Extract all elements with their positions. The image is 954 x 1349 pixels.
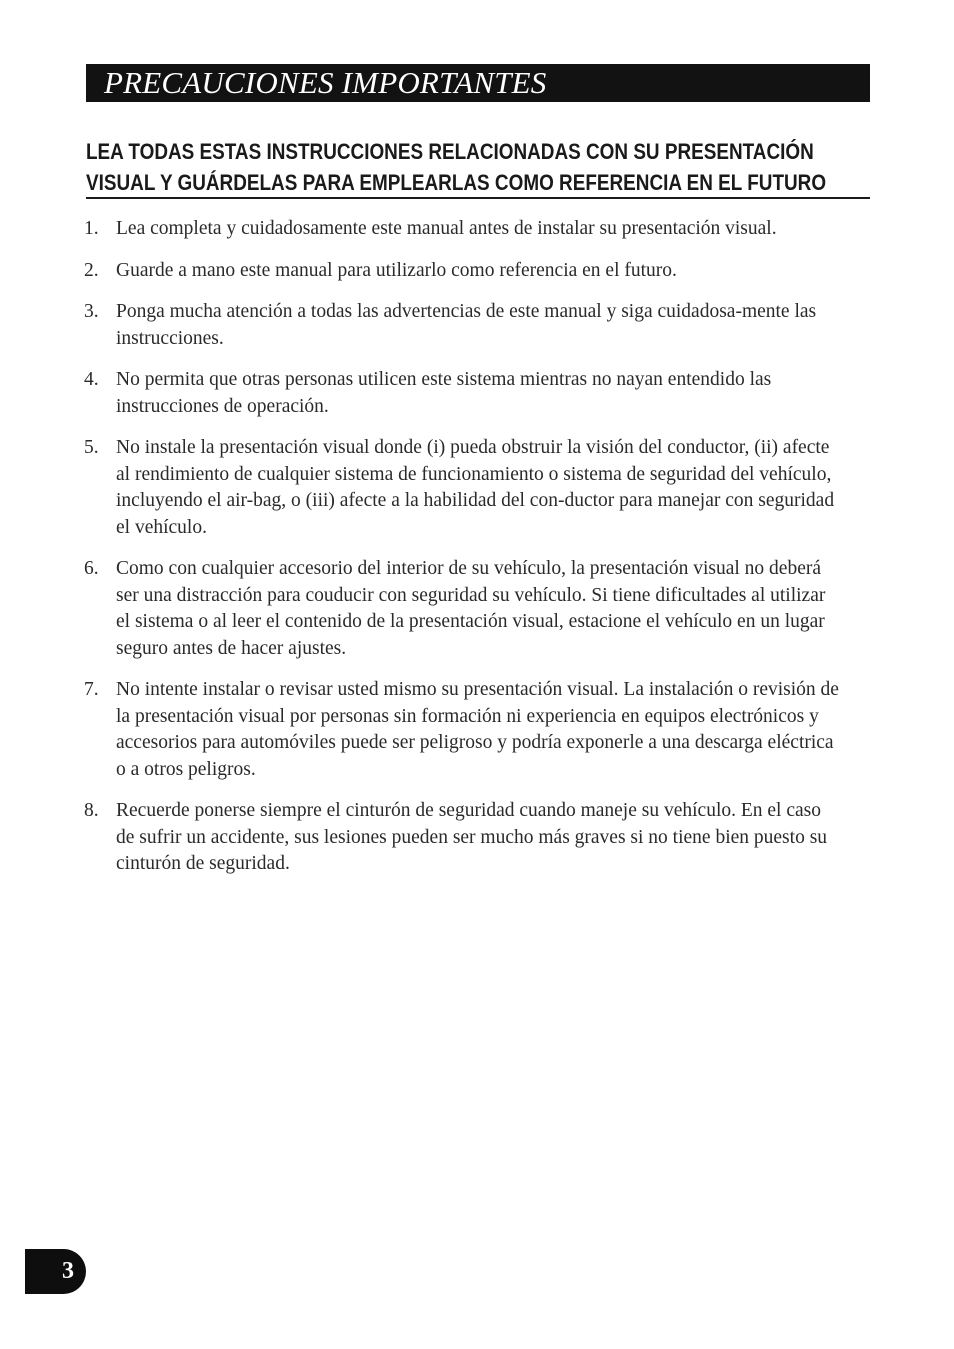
item-number: 6.: [84, 558, 99, 579]
list-item: [84, 258, 844, 285]
item-text: Ponga mucha atención a todas las advertencias de este manual y siga cuidadosa-mente las instrucciones.: [116, 301, 817, 349]
item-number: 1.: [84, 218, 99, 239]
page-title: PRECAUCIONES IMPORTANTES: [104, 65, 547, 100]
item-text: No instale la presentación visual donde (i) pueda obstruir la visión del conductor, (ii) afecte al rendimiento de cualquier sistema de funcionamiento o sistema de seguridad del vehículo, incluyendo el air-bag, o (iii) afecte a la habilidad del con-ductor para manejar con seguridad el vehículo.: [116, 437, 835, 538]
subheading: [86, 136, 827, 198]
item-number: 3.: [84, 301, 99, 322]
precautions-list: [84, 216, 844, 893]
heading-divider: [86, 197, 870, 199]
item-number: 2.: [84, 259, 99, 281]
item-text: No permita que otras personas utilicen este sistema mientras no nayan entendido las instrucciones de operación.: [116, 369, 772, 417]
item-text: Recuerde ponerse siempre el cinturón de seguridad cuando maneje su vehículo. En el caso de sufrir un accidente, sus lesiones pueden ser mucho más graves si no tiene bien puesto su cinturón de seguridad.: [116, 800, 828, 874]
list-item: [84, 798, 844, 878]
subheading-line-1: LEA TODAS ESTAS INSTRUCCIONES RELACIONADAS CON SU PRESENTACIÓN: [86, 139, 814, 164]
item-text: No intente instalar o revisar usted mismo su presentación visual. La instalación o revisión de la presentación visual por personas sin formación ni experiencia en equipos electrónicos y accesorios para automóviles puede ser peligroso y podría exponerle a una descarga eléctrica o a otros peligros.: [116, 679, 839, 780]
item-text: Como con cualquier accesorio del interior de su vehículo, la presentación visual no deberá ser una distracción para couducir con seguridad su vehículo. Si tiene dificultades al utilizar el sistema o al leer el contenido de la presentación visual, estacione el vehículo en un lugar seguro antes de hacer ajustes.: [116, 558, 826, 659]
page-number: 3: [62, 1258, 74, 1284]
subheading-line-2: VISUAL Y GUÁRDELAS PARA EMPLEARLAS COMO REFERENCIA EN EL FUTURO: [86, 170, 827, 195]
list-item: [84, 367, 844, 420]
list-item: [84, 216, 844, 243]
list-item: [84, 299, 844, 352]
list-item: [84, 556, 844, 662]
page-number-tab: [25, 1249, 86, 1294]
item-number: 7.: [84, 679, 99, 700]
item-number: 5.: [84, 437, 99, 458]
list-item: [84, 435, 844, 541]
item-text: Guarde a mano este manual para utilizarlo como referencia en el futuro.: [116, 259, 677, 281]
item-number: 4.: [84, 369, 99, 390]
list-item: [84, 677, 844, 783]
item-number: 8.: [84, 800, 99, 821]
item-text: Lea completa y cuidadosamente este manual antes de instalar su presentación visual.: [116, 218, 777, 239]
section-title-bar: [86, 64, 870, 102]
